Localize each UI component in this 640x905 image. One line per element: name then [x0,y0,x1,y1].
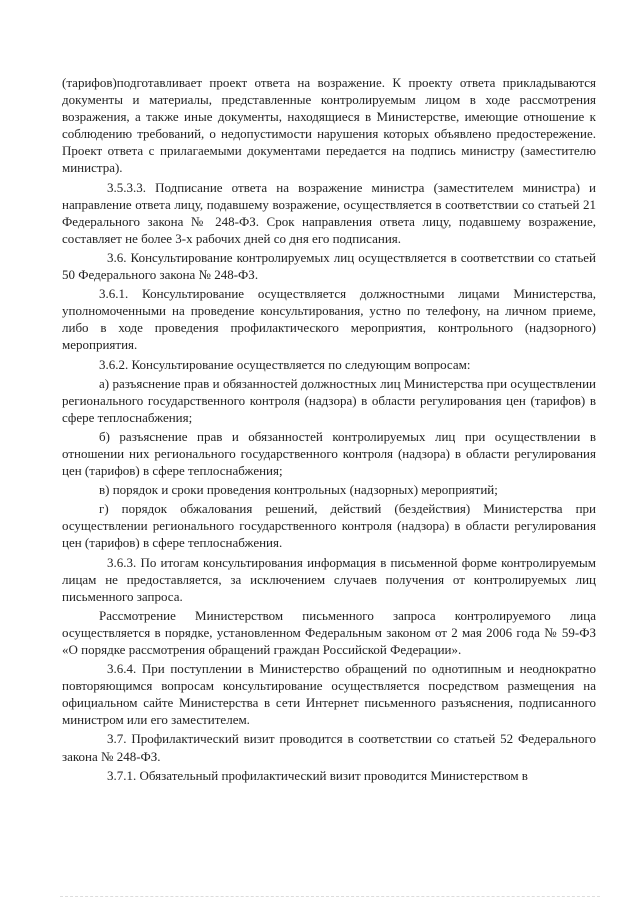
paragraph-3-6-4: 3.6.4. При поступлении в Министерство обращений по однотипным и неоднократно повторяющимся вопросам консультирование осуществляется посредством размещения на официальном сайте Министерства в сети Интернет письменного разъяснения, подписанного министром или его заместителем. [62,661,596,728]
paragraph-3-6-2: 3.6.2. Консультирование осуществляется по следующим вопросам: [99,356,471,372]
list-item-b: б) разъяснение прав и обязанностей контролируемых лиц при осуществлении в отношении них регионального государственного контроля (надзора) в области регулирования цен (тарифов) в сфере теплоснабжения; [62,428,596,479]
paragraph-3-6-1: 3.6.1. Консультирование осуществляется должностными лицами Министерства, уполномоченными на проведение консультирования, устно по телефону, на личном приеме, либо в ходе проведения профилактического мероприятия, контрольного (надзорного) мероприятия. [62,286,596,353]
list-item-a: а) разъяснение прав и обязанностей должностных лиц Министерства при осуществлении регионального государственного контроля (надзора) в области регулирования цен (тарифов) в сфере теплоснабжения; [62,375,596,425]
list-item-v: в) порядок и сроки проведения контрольных (надзорных) мероприятий; [99,482,498,498]
paragraph-3-5-3-3: 3.5.3.3. Подписание ответа на возражение министра (заместителем министра) и направление ответа лицу, подавшему возражение, осуществляется в соответствии со статьей 21 Федерального закона № 248-ФЗ. Срок направления ответа лицу, подавшему возражение, составляет не более 3-х рабочих дней со дня его подписания. [62,179,596,246]
scan-artifact-line [60,896,600,898]
paragraph-3-6: 3.6. Консультирование контролируемых лиц осуществляется в соответствии со статьей 50 Федерального закона № 248-ФЗ. [62,249,596,283]
paragraph-objection-draft: (тарифов)подготавливает проект ответа на возражение. К проекту ответа прикладываются документы и материалы, представленные контролируемым лицом в ходе рассмотрения возражения, а также иные документы, находящиеся в Министерстве, имеющие отношение к соблюдению требований, о недопустимости нарушения которых объявлено предостережение. Проект ответа с прилагаемыми документами передается на подпись министру (заместителю министра). [62,75,596,176]
paragraph-written-request: Рассмотрение Министерством письменного запроса контролируемого лица осуществляется в порядке, установленном Федеральным законом от 2 мая 2006 года № 59-ФЗ «О порядке рассмотрения обращений граждан Российской Федерации». [62,607,596,657]
list-item-g: г) порядок обжалования решений, действий (бездействия) Министерства при осуществлении регионального государственного контроля (надзора) в области регулирования цен (тарифов) в сфере теплоснабжения. [62,501,596,551]
paragraph-3-7-1: 3.7.1. Обязательный профилактический визит проводится Министерством в [107,767,528,783]
document-page [62,74,596,784]
paragraph-3-6-3: 3.6.3. По итогам консультирования информация в письменной форме контролируемым лицам не предоставляется, за исключением случаев получения от контролируемых лиц письменного запроса. [62,554,596,604]
paragraph-3-7: 3.7. Профилактический визит проводится в соответствии со статьей 52 Федерального закона № 248-ФЗ. [62,731,596,764]
